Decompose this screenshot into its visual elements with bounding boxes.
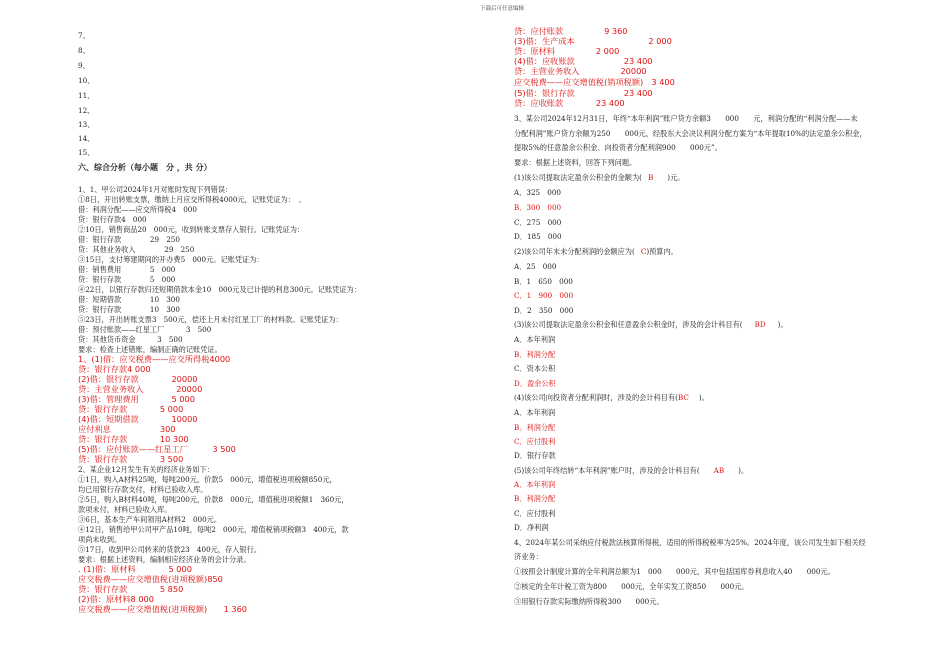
q1-answer: 1、(1)借：应交税费——应交所得税4000 [78, 354, 231, 364]
q1-answer: 贷：主营业务收入 20000 [78, 384, 203, 394]
q1-line: 要求：检查上述错账，编制正确的记账凭证。 [78, 345, 222, 354]
option: A．本年利润 [514, 408, 556, 417]
q3-line: 要求：根据上述资料，回答下列问题。 [514, 158, 637, 167]
q3-line: 提取5%的任意盈余公积金、向投资者分配利润900 000元”。 [514, 143, 722, 152]
q3-4-answer: BC [677, 393, 689, 402]
option: D．银行存款 [514, 451, 556, 460]
q1-line: 借：销售费用 5 000 [78, 265, 176, 274]
q2-answer-continued: (5)借：银行存款 23 400 [514, 88, 653, 98]
q2-answer: 应交税费——应交增值税(进项税额) 1 360 [78, 604, 248, 614]
question-number: 15、 [78, 148, 95, 157]
q2-line: ①1日，购入A材料25吨，每吨200元，价款5 000元，增值税进项税额850元， [78, 475, 337, 484]
q2-answer: 贷：银行存款 5 850 [78, 584, 184, 594]
option: B．1 650 000 [514, 277, 573, 286]
q1-answer: (5)借：应付账款——红星工厂 3 500 [78, 444, 236, 454]
q2-answer-continued: 贷：主营业务收入 20000 [514, 66, 647, 76]
option-correct: C．1 900 000 [514, 291, 574, 300]
q3-2-answer: C [640, 247, 647, 256]
q1-line: ④22日，以银行存款归还短期借款本金10 000元及已计提的利息300元。记账凭证为： [78, 285, 361, 294]
q3-4-stem: (4)该公司向投资者分配利润时，涉及的会计科目有(BC )。 [514, 393, 709, 402]
question-number: 7、 [78, 31, 90, 40]
q1-answer: (4)借：短期借款 10000 [78, 414, 198, 424]
q1-line: 贷：其他货币资金 3 500 [78, 335, 183, 344]
q3-1-stem: (1)该公司提取法定盈余公积金的金额为( B )元。 [514, 173, 685, 182]
q4-line: 4、2024年某公司采纳应付税款法核算所得税，适用的所得税税率为25%。2024年度，该公司发生如下相关经 [514, 538, 866, 547]
q3-5-answer: AB [713, 466, 725, 475]
q2-answer-continued: 贷：应付账款 9 360 [514, 26, 628, 36]
question-number: 12、 [78, 106, 95, 115]
question-number: 9、 [78, 61, 90, 70]
q1-line: 借：短期借款 10 300 [78, 295, 180, 304]
q1-line: ③15日，支付筹建期间的开办费5 000元。记账凭证为： [78, 255, 264, 264]
option-correct: B．利润分配 [514, 494, 556, 503]
q1-line: 贷：银行存款 10 300 [78, 305, 180, 314]
q1-line: 借：利润分配——应交所得税4 000 [78, 205, 197, 214]
q3-5-stem: (5)该公司年终结转“本年利润”账户时，涉及的会计科目有( AB )。 [514, 466, 749, 475]
q2-line: ③6日，基本生产车间领用A材料2 000元。 [78, 515, 222, 524]
page-header: 下载后可任意编辑 [480, 6, 525, 12]
q2-answer-continued: 贷：应收账款 23 400 [514, 98, 625, 108]
q2-line: 款项未付，材料已验收入库。 [78, 505, 172, 514]
question-number: 11、 [78, 91, 95, 100]
q2-line: ②5日，购入B材料40吨，每吨200元，价款8 000元，增值税进项税额1 360元， [78, 495, 349, 504]
q2-line: 项尚未收到。 [78, 535, 122, 544]
q1-line: 贷：其他业务收入 29 250 [78, 245, 195, 254]
question-number: 13、 [78, 120, 95, 129]
option: D．净利润 [514, 523, 549, 532]
q1-answer: 应付利息 300 [78, 424, 176, 434]
option-correct: B．利润分配 [514, 423, 556, 432]
q2-line: 均已用银行存款支付，材料已验收入库。 [78, 485, 208, 494]
option: D．2 350 000 [514, 306, 574, 315]
q2-line: ⑤17日，收到甲公司转来的货款23 400元，存入银行。 [78, 545, 261, 554]
option: D．185 000 [514, 232, 562, 241]
q3-2-stem: (2)该公司年末未分配利润的金额应为( C)预算内。 [514, 247, 678, 256]
q3-1-answer: B [648, 173, 654, 182]
option-correct: A．本年利润 [514, 480, 556, 489]
question-number: 10、 [78, 76, 95, 85]
q1-answer: (3)借：管理费用 5 000 [78, 394, 195, 404]
q4-line: 济业务： [514, 552, 543, 561]
q1-answer: 贷：银行存款4 000 [78, 364, 151, 374]
q1-line: 1、1、甲公司2024年1月对账时发现下列错误： [78, 185, 233, 194]
section-title: 六、综合分析（每小题 分 ，共 分） [78, 162, 212, 172]
q1-answer: (2)借：银行存款 20000 [78, 374, 198, 384]
q3-3-stem: (3)该公司提取法定盈余公积金和任意盈余公积金时，涉及的会计科目有( BD )。 [514, 320, 788, 329]
question-number: 8、 [78, 46, 90, 55]
q3-3-answer: BD [754, 320, 766, 329]
q4-line: ③用银行存款实际缴纳所得税300 000元。 [514, 597, 664, 606]
option-correct: C．应付股利 [514, 437, 556, 446]
q2-answer: (2)借：原材料8 000 [78, 594, 154, 604]
q3-line: 3、某公司2024年12月31日，年终“本年利润”账户贷方余额3 000 元，利润分配的“利润分配——未 [514, 114, 858, 123]
q4-line: ②核定的全年计税工资为800 000元，全年实发工资850 000元。 [514, 582, 749, 591]
q1-line: 贷：银行存款4 000 [78, 215, 147, 224]
q2-line: 要求：根据上述资料，编制相应经济业务的会计分录。 [78, 555, 251, 564]
q2-answer: . (1)借：原材料 5 000 [78, 564, 192, 574]
option: A．本年利润 [514, 335, 556, 344]
q2-answer-continued: 应交税费——应交增值税(销项税额) 3 400 [514, 77, 675, 87]
option: C．应付股利 [514, 509, 556, 518]
q1-line: 贷：银行存款 5 000 [78, 275, 176, 284]
q1-line: 借：银行存款 29 250 [78, 235, 180, 244]
q1-answer: 贷：银行存款 10 300 [78, 434, 189, 444]
q1-line: ①8日，开出转账支票，缴纳上月应交所得税4000元，记账凭证为： 、 [78, 195, 306, 204]
q2-answer-continued: (4)借：应收账款 23 400 [514, 56, 653, 66]
option: C．275 000 [514, 218, 562, 227]
q1-answer: 贷：银行存款 3 500 [78, 454, 184, 464]
q2-answer-continued: 贷：原材料 2 000 [514, 46, 620, 56]
option-correct: B．300 000 [514, 203, 562, 212]
option: A．25 000 [514, 262, 557, 271]
option-correct: B．利润分配 [514, 350, 556, 359]
option-correct: D．盈余公积 [514, 379, 556, 388]
q1-line: ②10日，销售商品20 000元，收到转账支票存入银行。记账凭证为： [78, 225, 305, 234]
q2-answer-continued: (3)借：生产成本 2 000 [514, 36, 672, 46]
q4-line: ①按照会计制度计算的全年利润总额为1 000 000元，其中包括国库券利息收入40 000元。 [514, 567, 835, 576]
option: C．资本公积 [514, 364, 556, 373]
q1-answer: 贷：银行存款 5 000 [78, 404, 184, 414]
q2-answer: 应交税费——应交增值税(进项税额)850 [78, 574, 223, 584]
option: A．325 000 [514, 188, 562, 197]
q2-line: 2、某企业12月发生有关的经济业务如下： [78, 465, 214, 474]
q2-line: ④12日，销售给甲公司甲产品10吨，每吨2 000元，增值税销项税额3 400元，款 [78, 525, 349, 534]
q1-line: ⑤23日，开出转账支票3 500元，偿还上月未付红星工厂的材料款。记账凭证为： [78, 315, 343, 324]
q1-line: 借：预付账款——红星工厂 3 500 [78, 325, 212, 334]
q3-line: 分配利润”账户贷方余额为250 000元，经股东大会决议利润分配方案为“本年提取10%的法定盈余公积金， [514, 129, 867, 138]
question-number: 14、 [78, 134, 95, 143]
